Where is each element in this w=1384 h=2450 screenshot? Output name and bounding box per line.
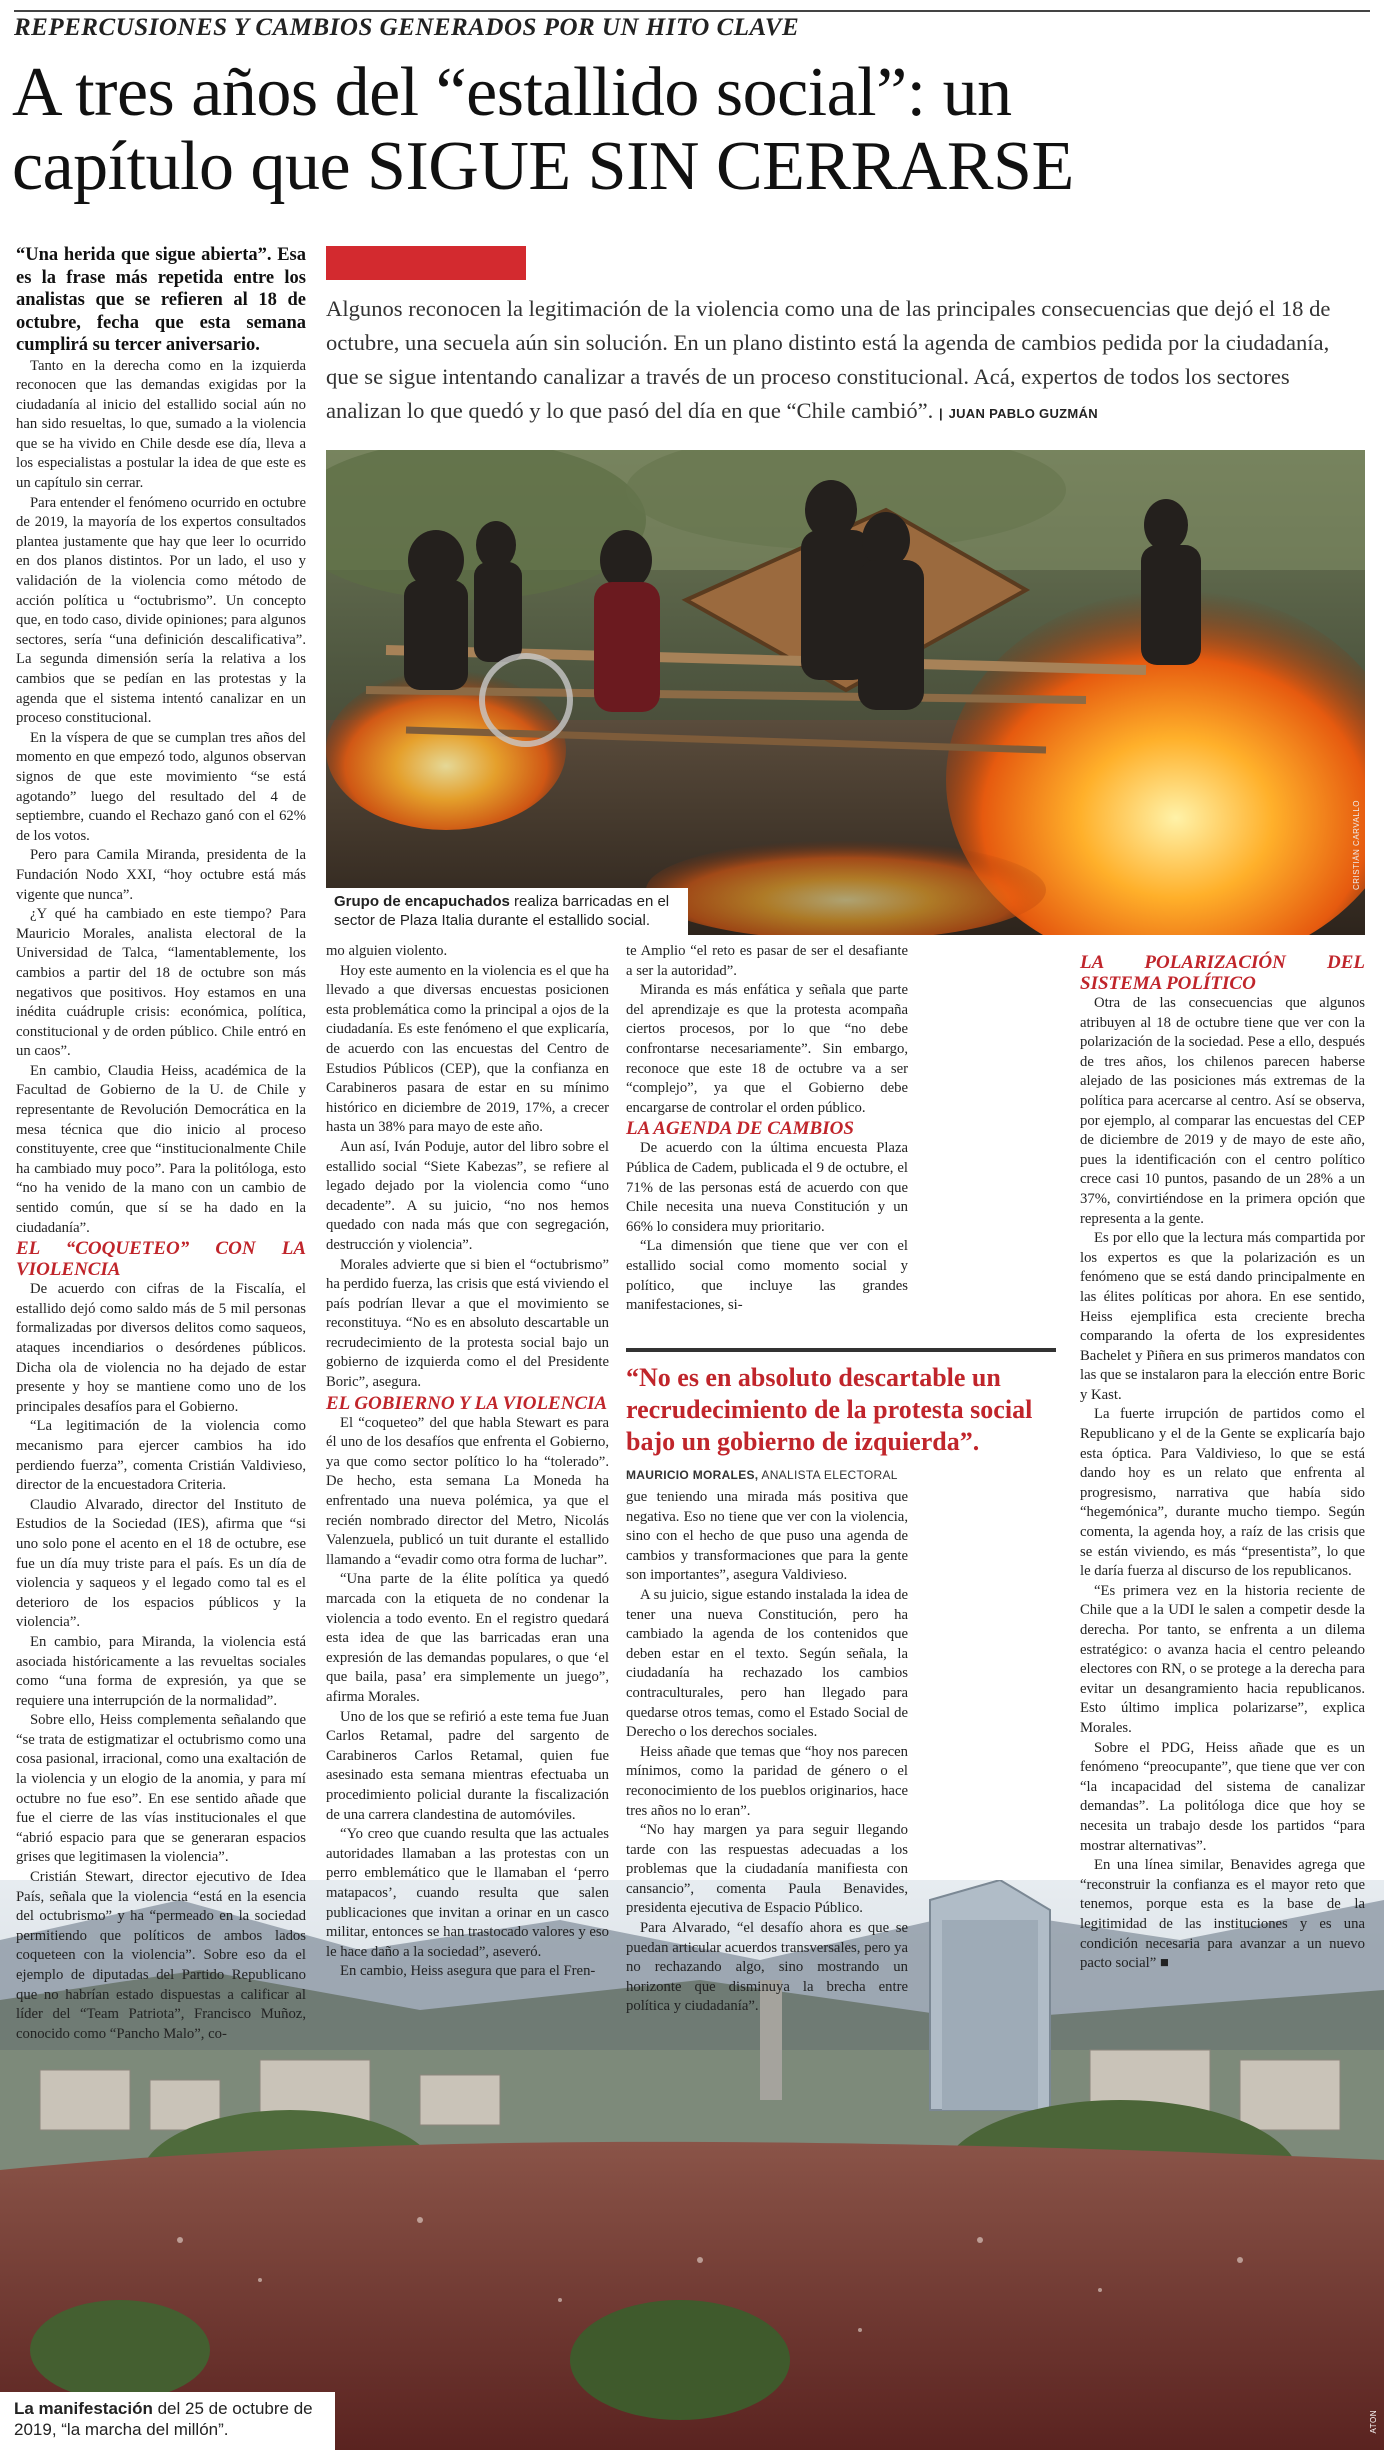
col4-paragraph: “Es primera vez en la historia reciente de Chile que a la UDI le salen a competir desde la derecha. Por tanto, se enfrenta a un dilema estratégico: o avanza hacia el centro peleando electores con RN, o se protege a la derecha para evitar un desangramiento hacia republicanos. Esto último implica polarizarse”, explica Morales. bbox=[1080, 1582, 1365, 1736]
col4-final-text: En una línea similar, Benavides agrega que “reconstruir la confianza es el mayor reto que tenemos, porque esta es la base de la legitimidad de las instituciones y es una condición necesaria para avanzar a un nuevo pacto social” bbox=[1080, 1857, 1365, 1972]
pull-quote-attribution bbox=[626, 1468, 1056, 1482]
col4-paragraph: Otra de las consecuencias que algunos atribuyen al 18 de octubre tiene que ver con la polarización de la sociedad. Pese a ello, después de tres años, los chilenos parecen haberse alejado de las posiciones más extremas de la política para acercarse al centro. Así se observa, por ejemplo, al comparar las encuestas del CEP de diciembre de 2019 y de mayo de este año, pues la identificación con el centro político crece casi 10 puntos, pasando de un 28% a un 37%, convirtiéndose en la primera opción que representa a la gente. bbox=[1080, 995, 1365, 1227]
col2-paragraph: Uno de los que se refirió a este tema fue Juan Carlos Retamal, padre del sargento de Carabineros Carlos Retamal, quien fue asesinado esta semana mientras efectuaba un procedimiento policial durante la fiscalización de una carrera clandestina de automóviles. bbox=[326, 1708, 609, 1823]
col4-paragraph bbox=[1080, 1856, 1365, 1974]
col4-paragraph: La fuerte irrupción de partidos como el Republicano y el de la Gente se explicaría bajo esta óptica. Para Valdivieso, lo que se está dando hoy es un relato que enfrenta al progresismo, narrativa que había sido “hegemónica”, durante mucho tiempo. Según comenta, la agenda hoy, a raíz de las crisis que se están viviendo, es más “presentista”, lo que le daría fuerza al discurso de los republicanos. bbox=[1080, 1406, 1365, 1580]
col2-paragraph: El “coqueteo” del que habla Stewart es para él uno de los desafíos que enfrenta el Gobierno, ya que como sector político lo ha “tolerado”. De hecho, esta semana La Moneda ha enfrentado una nueva polémica, ya que el recién nombrado director del Metro, Nicolás Valenzuela, publicó un tuit durante el estallido llamando a “evadir como otra forma de luchar”. bbox=[326, 1414, 609, 1568]
photo-top-caption-rest: realiza barricadas en el sector de Plaza Italia durante el estallido social. bbox=[334, 893, 670, 929]
col2-paragraph: mo alguien violento. bbox=[326, 943, 448, 959]
lead-text: Algunos reconocen la legitimación de la violencia como una de las principales consecuencias que dejó el 18 de octubre, una secuela aún sin solución. En un plano distinto está la agenda de cambios pedida por la ciudadanía, que se sigue intentando canalizar a través de un proceso constitucional. Acá, expertos de todos los sectores analizan lo que quedó y lo que pasó del día en que “Chile cambió”. bbox=[326, 296, 1331, 423]
kicker: REPERCUSIONES Y CAMBIOS GENERADOS POR UN HITO CLAVE bbox=[14, 14, 800, 41]
byline: JUAN PABLO GUZMÁN bbox=[948, 406, 1098, 421]
column-4 bbox=[1080, 942, 1365, 1974]
col1-paragraph: En la víspera de que se cumplan tres años del momento en que empezó todo, algunos observan signos de que este movimiento “se está agotando” luego del resultado del 4 de septiembre, cuando el Rechazo ganó con el 62% de los votos. bbox=[16, 729, 306, 844]
headline-line-2: capítulo que SIGUE SIN CERRARSE bbox=[12, 128, 1074, 205]
col1-paragraph: Cristián Stewart, director ejecutivo de Idea País, señala que la violencia “está en la esencia del octubrismo” y ha “permeado en la sociedad permitiendo que políticos de ambos lados coqueteen con la violencia”. Sobre eso da el ejemplo de diputadas del Partido Republicano que no habrían estado dispuestas a calificar al líder del “Team Patriota”, Francisco Muñoz, conocido como “Pancho Malo”, co- bbox=[16, 1869, 306, 2042]
subhead-coqueteo: EL “COQUETEO” CON LA VIOLENCIA bbox=[16, 1238, 306, 1281]
column-1 bbox=[16, 244, 306, 2044]
col3-paragraph: “No hay margen ya para seguir llegando tarde con las respuestas adecuadas a los problemas que la ciudadanía manifiesta con cansancio”, comenta Paula Benavides, presidenta ejecutiva de Espacio Público. bbox=[626, 1822, 908, 1917]
col1-paragraph: En cambio, para Miranda, la violencia está asociada históricamente a las revueltas sociales como “una forma de expresión, ya que se requiere una interrupción de la normalidad”. bbox=[16, 1633, 306, 1709]
lead-paragraph bbox=[326, 292, 1361, 431]
photo-barricade bbox=[326, 450, 1365, 935]
col1-paragraph: Sobre ello, Heiss complementa señalando que “se trata de estigmatizar el octubrismo como una cosa pasional, irracional, como una exaltación de la violencia y un elogio de la anomia, y para mí octubre no fue eso”. En ese sentido añade que fue el cierre de las vías institucionales el que “abrió espacio para que se generaran espacios grises que legitimasen la violencia”. bbox=[16, 1712, 306, 1866]
col1-paragraph: Pero para Camila Miranda, presidenta de la Fundación Nodo XXI, “hoy octubre está más vigente que nunca”. bbox=[16, 847, 306, 903]
col1-paragraph: “La legitimación de la violencia como mecanismo para ejercer cambios ha ido perdiendo fuerza”, comenta Cristián Valdivieso, director de la encuestadora Criteria. bbox=[16, 1418, 306, 1494]
pull-quote bbox=[626, 1348, 1056, 1482]
pull-quote-role: ANALISTA ELECTORAL bbox=[758, 1468, 898, 1482]
col3-paragraph: Para Alvarado, “el desafío ahora es que se puedan articular acuerdos transversales, pero ya no rechazando algo, sino mostrando un horizonte que disminuya la brecha entre política y ciudadanía”. bbox=[626, 1920, 908, 2015]
col3-paragraph: Miranda es más enfática y señala que parte del aprendizaje es que la protesta acompaña ciertos procesos, por lo que “no debe confrontarse necesariamente”. Sin embargo, reconoce que este 18 de octubre va a ser “complejo”, ya que el Gobierno debe encargarse de controlar el orden público. bbox=[626, 982, 908, 1116]
photo-bottom-caption-rest: del 25 de octubre de 2019, “la marcha del millón”. bbox=[14, 2399, 313, 2439]
intro-paragraph: “Una herida que sigue abierta”. Esa es la frase más repetida entre los analistas que se refieren al 18 de octubre, fecha que esta semana cumplirá su tercer aniversario. bbox=[16, 245, 306, 355]
col1-paragraph: ¿Y qué ha cambiado en este tiempo? Para Mauricio Morales, analista electoral de la Universidad de Talca, “lamentablemente, los cambios a partir del 18 de octubre son más negativos que positivos. Hoy estamos en una inédita cuádruple crisis: económica, política, constitucional y de orden público. Chile entró en un caos”. bbox=[16, 906, 306, 1060]
col1-paragraph: En cambio, Claudia Heiss, académica de la Facultad de Gobierno de la U. de Chile y representante de Revolución Democrática en la mesa técnica que dio inicio al proceso constituyente, cree que “institucionalmente Chile ha cambiado muy poco”. Para la politóloga, esto “no ha venido de la mano con un cambio de sentido común, que sí se ha dado en la ciudadanía”. bbox=[16, 1062, 306, 1236]
col2-paragraph: En cambio, Heiss asegura que para el Fren- bbox=[340, 1963, 596, 1980]
byline-separator: | bbox=[938, 406, 943, 421]
subhead-polarizacion: LA POLARIZACIÓN DEL SISTEMA POLÍTICO bbox=[1080, 952, 1365, 994]
column-3-upper bbox=[626, 942, 908, 1316]
headline-line-1: A tres años del “estallido social”: un bbox=[12, 54, 1012, 131]
photo-top-caption bbox=[326, 888, 688, 935]
col3-paragraph: A su juicio, sigue estando instalada la idea de tener una nueva Constitución, pero ha cambiado la agenda de los contenidos que deben estar en el texto. Según señala, la ciudadanía ha rechazado los cambios contraculturales, pero han llegado para quedarse otros temas, como el Estado Social de Derecho o los derechos sociales. bbox=[626, 1586, 908, 1741]
photo-bottom-caption-bold: La manifestación bbox=[14, 2399, 153, 2418]
col1-paragraph: De acuerdo con cifras de la Fiscalía, el estallido dejó como saldo más de 5 mil personas formalizadas por diversos delitos como saqueos, ataques incendiarios o desórdenes públicos. Dicha ola de violencia no ha dejado de estar presente y hoy se mantiene como uno de los principales desafíos para el Gobierno. bbox=[16, 1281, 306, 1415]
col2-paragraph: Morales advierte que si bien el “octubrismo” ha perdido fuerza, las crisis que está viviendo el país podrían llevar a que el movimiento se reconstituya. “No es en absoluto descartable un recrudecimiento de la protesta social bajo un gobierno de izquierda como el del Presidente Boric”, asegura. bbox=[326, 1256, 609, 1391]
col1-paragraph: Claudio Alvarado, director del Instituto de Estudios de la Sociedad (IES), afirma que “si uno solo pone el acento en el 18 de octubre, ese fue un día muy triste para el país. Es un día de violencia y saqueos y el legado como tal es el deterioro de los espacios públicos y la violencia”. bbox=[16, 1496, 306, 1631]
accent-bar bbox=[326, 246, 526, 280]
top-rule bbox=[14, 10, 1370, 12]
column-2 bbox=[326, 942, 609, 1982]
col3-paragraph: “La dimensión que tiene que ver con el estallido social como momento social y político, que incluye las grandes manifestaciones, si- bbox=[626, 1238, 908, 1314]
col3-paragraph: gue teniendo una mirada más positiva que negativa. Eso no tiene que ver con la violencia, sino con el hecho de que puso una agenda de cambios y transformaciones que para la gente son importantes”, asegura Valdivieso. bbox=[626, 1489, 908, 1584]
col1-paragraph: Tanto en la derecha como en la izquierda reconocen que las demandas exigidas por la ciudadanía al inicio del estallido social aún no han sido resueltas, lo que, sumado a la violencia que se ha vivido en Chile desde ese día, lleva a los especialistas a postular la idea de que este es un capítulo sin cerrar. bbox=[16, 357, 306, 492]
col3-paragraph: Heiss añade que temas que “hoy nos parecen mínimos, como la paridad de género o el reconocimiento de los pueblos originarios, hace tres años no lo eran”. bbox=[626, 1743, 908, 1819]
col2-paragraph: Aun así, Iván Poduje, autor del libro sobre el estallido social “Siete Kabezas”, se refiere al legado dejado por la violencia como “uno decadente”. A su juicio, “no nos hemos quedado con nada más que con segregación, destrucción y violencia”. bbox=[326, 1138, 609, 1253]
photo-top-credit: CRISTIÁN CARVALLO bbox=[1352, 800, 1361, 891]
col1-paragraph: Para entender el fenómeno ocurrido en octubre de 2019, la mayoría de los expertos consultados plantea justamente que hay que leer lo ocurrido en dos planos distintos. Por un lado, el uso y validación de la violencia como método de acción política u “octubrismo”. Un concepto que, en todo caso, divide opiniones; para algunos sectores, sería “una definición descalificativa”. La segunda dimensión sería la relativa a los cambios que se pedían en las protestas y la agenda que el sistema intentó canalizar en un proceso constitucional. bbox=[16, 494, 306, 727]
col2-paragraph: Hoy este aumento en la violencia es el que ha llevado a que diversas encuestas posicionen esta problemática como la principal a ojos de la ciudadanía. Es este fenómeno el que explicaría, de acuerdo con las encuestas del Centro de Estudios Públicos (CEP), que la confianza en Carabineros pasara de estar en su mínimo histórico en diciembre de 2019, 17%, a crecer hasta un 38% para mayo de este año. bbox=[326, 962, 609, 1136]
headline bbox=[12, 56, 1372, 204]
col3-paragraph: te Amplio “el reto es pasar de ser el desafiante a ser la autoridad”. bbox=[626, 943, 908, 979]
photo-top-caption-bold: Grupo de encapuchados bbox=[334, 893, 510, 910]
column-3-lower bbox=[626, 1488, 908, 2017]
subhead-agenda: LA AGENDA DE CAMBIOS bbox=[626, 1118, 854, 1140]
photo-bottom-caption bbox=[0, 2392, 335, 2450]
pull-quote-author: MAURICIO MORALES, bbox=[626, 1468, 759, 1482]
col3-paragraph: De acuerdo con la última encuesta Plaza Pública de Cadem, publicada el 9 de octubre, el 71% de las personas está de acuerdo con que Chile necesita una nueva Constitución y un 66% lo considera muy prioritario. bbox=[626, 1140, 908, 1235]
col2-paragraph: “Una parte de la élite política ya quedó marcada con la etiqueta de no condenar la violencia a todo evento. En el registro quedará esta idea de que las barricadas eran una expresión de las demandas populares, o que ‘el que baila, pasa’ era simplemente un juego”, afirma Morales. bbox=[326, 1571, 609, 1705]
barricade-image bbox=[326, 450, 1365, 935]
end-mark-icon: ■ bbox=[1159, 1955, 1169, 1972]
col2-paragraph: “Yo creo que cuando resulta que las actuales autoridades llamaban a las protestas con un perro emblemático que le llamaban el ‘perro matapacos’, cuando resulta que salen publicaciones que invitan a orinar en un casco militar, entonces se han trastocado valores y eso le hace daño a la sociedad”, aseveró. bbox=[326, 1826, 609, 1960]
col4-paragraph: Es por ello que la lectura más compartida por los expertos es que la polarización es un fenómeno que se está dando principalmente en las élites políticas por ahora. En ese sentido, Heiss ejemplifica esta creciente brecha comparando la oferta de los expresidentes Bachelet y Piñera en sus primeros mandatos con las que se instalaron para la elección entre Boric y Kast. bbox=[1080, 1230, 1365, 1403]
pull-quote-text: “No es en absoluto descartable un recrudecimiento de la protesta social bajo un gobierno de izquierda”. bbox=[626, 1363, 1033, 1456]
col4-paragraph: Sobre el PDG, Heiss añade que es un fenómeno “preocupante”, que tiene que ver con “la incapacidad del sistema de canalizar demandas”. La politóloga dice que hoy se necesita un trabajo desde los partidos “para mostrar alternativas”. bbox=[1080, 1739, 1365, 1854]
subhead-gobierno: EL GOBIERNO Y LA VIOLENCIA bbox=[326, 1392, 608, 1414]
photo-bottom-credit: ATON bbox=[1369, 2410, 1378, 2434]
